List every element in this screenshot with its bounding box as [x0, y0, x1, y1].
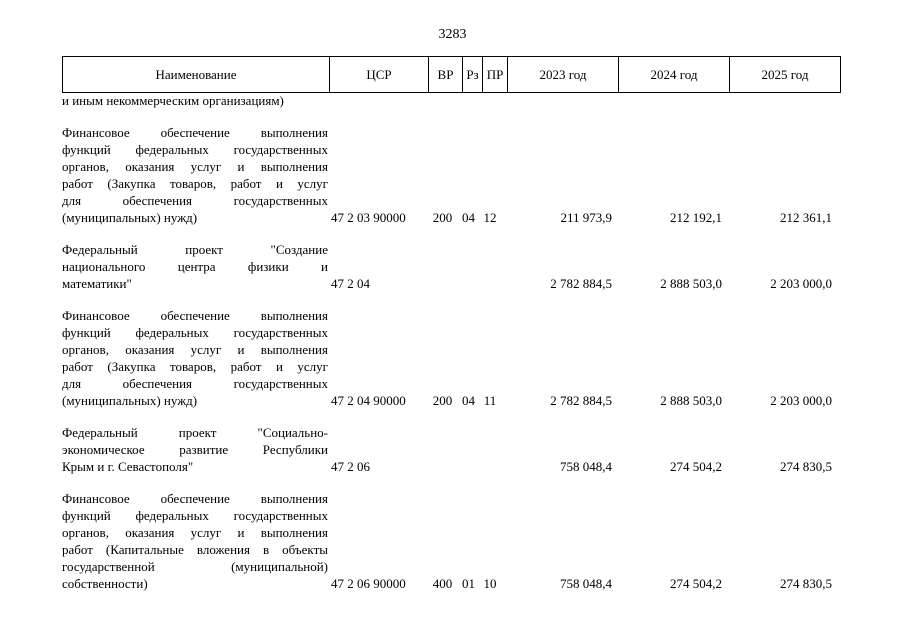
table-row [62, 490, 842, 592]
row-name [62, 490, 328, 592]
row-2023: 2 782 884,5 [550, 276, 612, 291]
table-body [62, 92, 842, 607]
row-name-line: национального центра физики и [62, 259, 328, 274]
row-vr: 400 [432, 576, 453, 591]
row-2023: 758 048,4 [560, 459, 612, 474]
row-name-line: работ (Закупка товаров, работ и услуг [62, 359, 328, 374]
header-2024: 2024 год [619, 57, 730, 93]
row-name-line: органов, оказания услуг и выполнения [62, 525, 328, 540]
row-2025: 2 203 000,0 [770, 393, 832, 408]
row-2024: 274 504,2 [670, 459, 722, 474]
row-name-line: Крым и г. Севастополя" [62, 459, 194, 474]
row-name-line: органов, оказания услуг и выполнения [62, 342, 328, 357]
row-vr: 200 [432, 393, 453, 408]
table-row [62, 241, 842, 292]
row-name [62, 241, 328, 292]
row-2024: 274 504,2 [670, 576, 722, 591]
row-name-line: органов, оказания услуг и выполнения [62, 159, 328, 174]
row-rz: 04 [462, 210, 475, 225]
row-name-line: Федеральный проект "Создание [62, 242, 328, 257]
row-name-line: математики" [62, 276, 132, 291]
row-csr: 47 2 06 90000 [331, 576, 406, 591]
table-header [62, 56, 841, 93]
row-name [62, 307, 328, 409]
table-row [62, 424, 842, 475]
row-2025: 274 830,5 [780, 459, 832, 474]
row-name-line: Финансовое обеспечение выполнения [62, 125, 328, 140]
header-csr: ЦСР [330, 57, 429, 93]
row-2023: 211 973,9 [560, 210, 612, 225]
row-name-line: собственности) [62, 576, 148, 591]
row-csr: 47 2 04 90000 [331, 393, 406, 408]
row-pr: 11 [483, 393, 497, 408]
row-name [62, 124, 328, 226]
row-2023: 758 048,4 [560, 576, 612, 591]
row-2025: 274 830,5 [780, 576, 832, 591]
row-2025: 212 361,1 [780, 210, 832, 225]
row-csr: 47 2 06 [331, 459, 370, 474]
header-2025: 2025 год [730, 57, 841, 93]
row-pr: 10 [483, 576, 497, 591]
header-vr: ВР [429, 57, 463, 93]
row-csr: 47 2 04 [331, 276, 370, 291]
row-name-line: Финансовое обеспечение выполнения [62, 491, 328, 506]
row-pr: 12 [483, 210, 497, 225]
row-name-line: работ (Капитальные вложения в объекты [62, 542, 328, 557]
header-rz: Рз [463, 57, 483, 93]
row-name-line: функций федеральных государственных [62, 508, 328, 523]
row-name [62, 424, 328, 475]
row-2025: 2 203 000,0 [770, 276, 832, 291]
row-name-line: для обеспечения государственных [62, 193, 328, 208]
page-number: 3283 [438, 27, 467, 42]
row-name [62, 92, 328, 109]
row-rz: 04 [462, 393, 475, 408]
row-name-line: работ (Закупка товаров, работ и услуг [62, 176, 328, 191]
row-csr: 47 2 03 90000 [331, 210, 406, 225]
row-name-line: для обеспечения государственных [62, 376, 328, 391]
table-row [62, 307, 842, 409]
row-rz: 01 [462, 576, 475, 591]
table-row [62, 92, 842, 109]
row-2023: 2 782 884,5 [550, 393, 612, 408]
header-pr: ПР [483, 57, 508, 93]
row-2024: 2 888 503,0 [660, 393, 722, 408]
row-name-line: (муниципальных) нужд) [62, 210, 198, 225]
header-name: Наименование [63, 57, 330, 93]
row-2024: 212 192,1 [670, 210, 722, 225]
row-name-line: функций федеральных государственных [62, 325, 328, 340]
table-row [62, 124, 842, 226]
row-2024: 2 888 503,0 [660, 276, 722, 291]
row-name-line: экономическое развитие Республики [62, 442, 328, 457]
header-2023: 2023 год [508, 57, 619, 93]
row-name-line: государственной (муниципальной) [62, 559, 328, 574]
row-name-line: Финансовое обеспечение выполнения [62, 308, 328, 323]
row-name-line: (муниципальных) нужд) [62, 393, 198, 408]
row-vr: 200 [432, 210, 453, 225]
row-name-line: функций федеральных государственных [62, 142, 328, 157]
row-name-line: и иным некоммерческим организациям) [62, 93, 284, 108]
row-name-line: Федеральный проект "Социально- [62, 425, 328, 440]
